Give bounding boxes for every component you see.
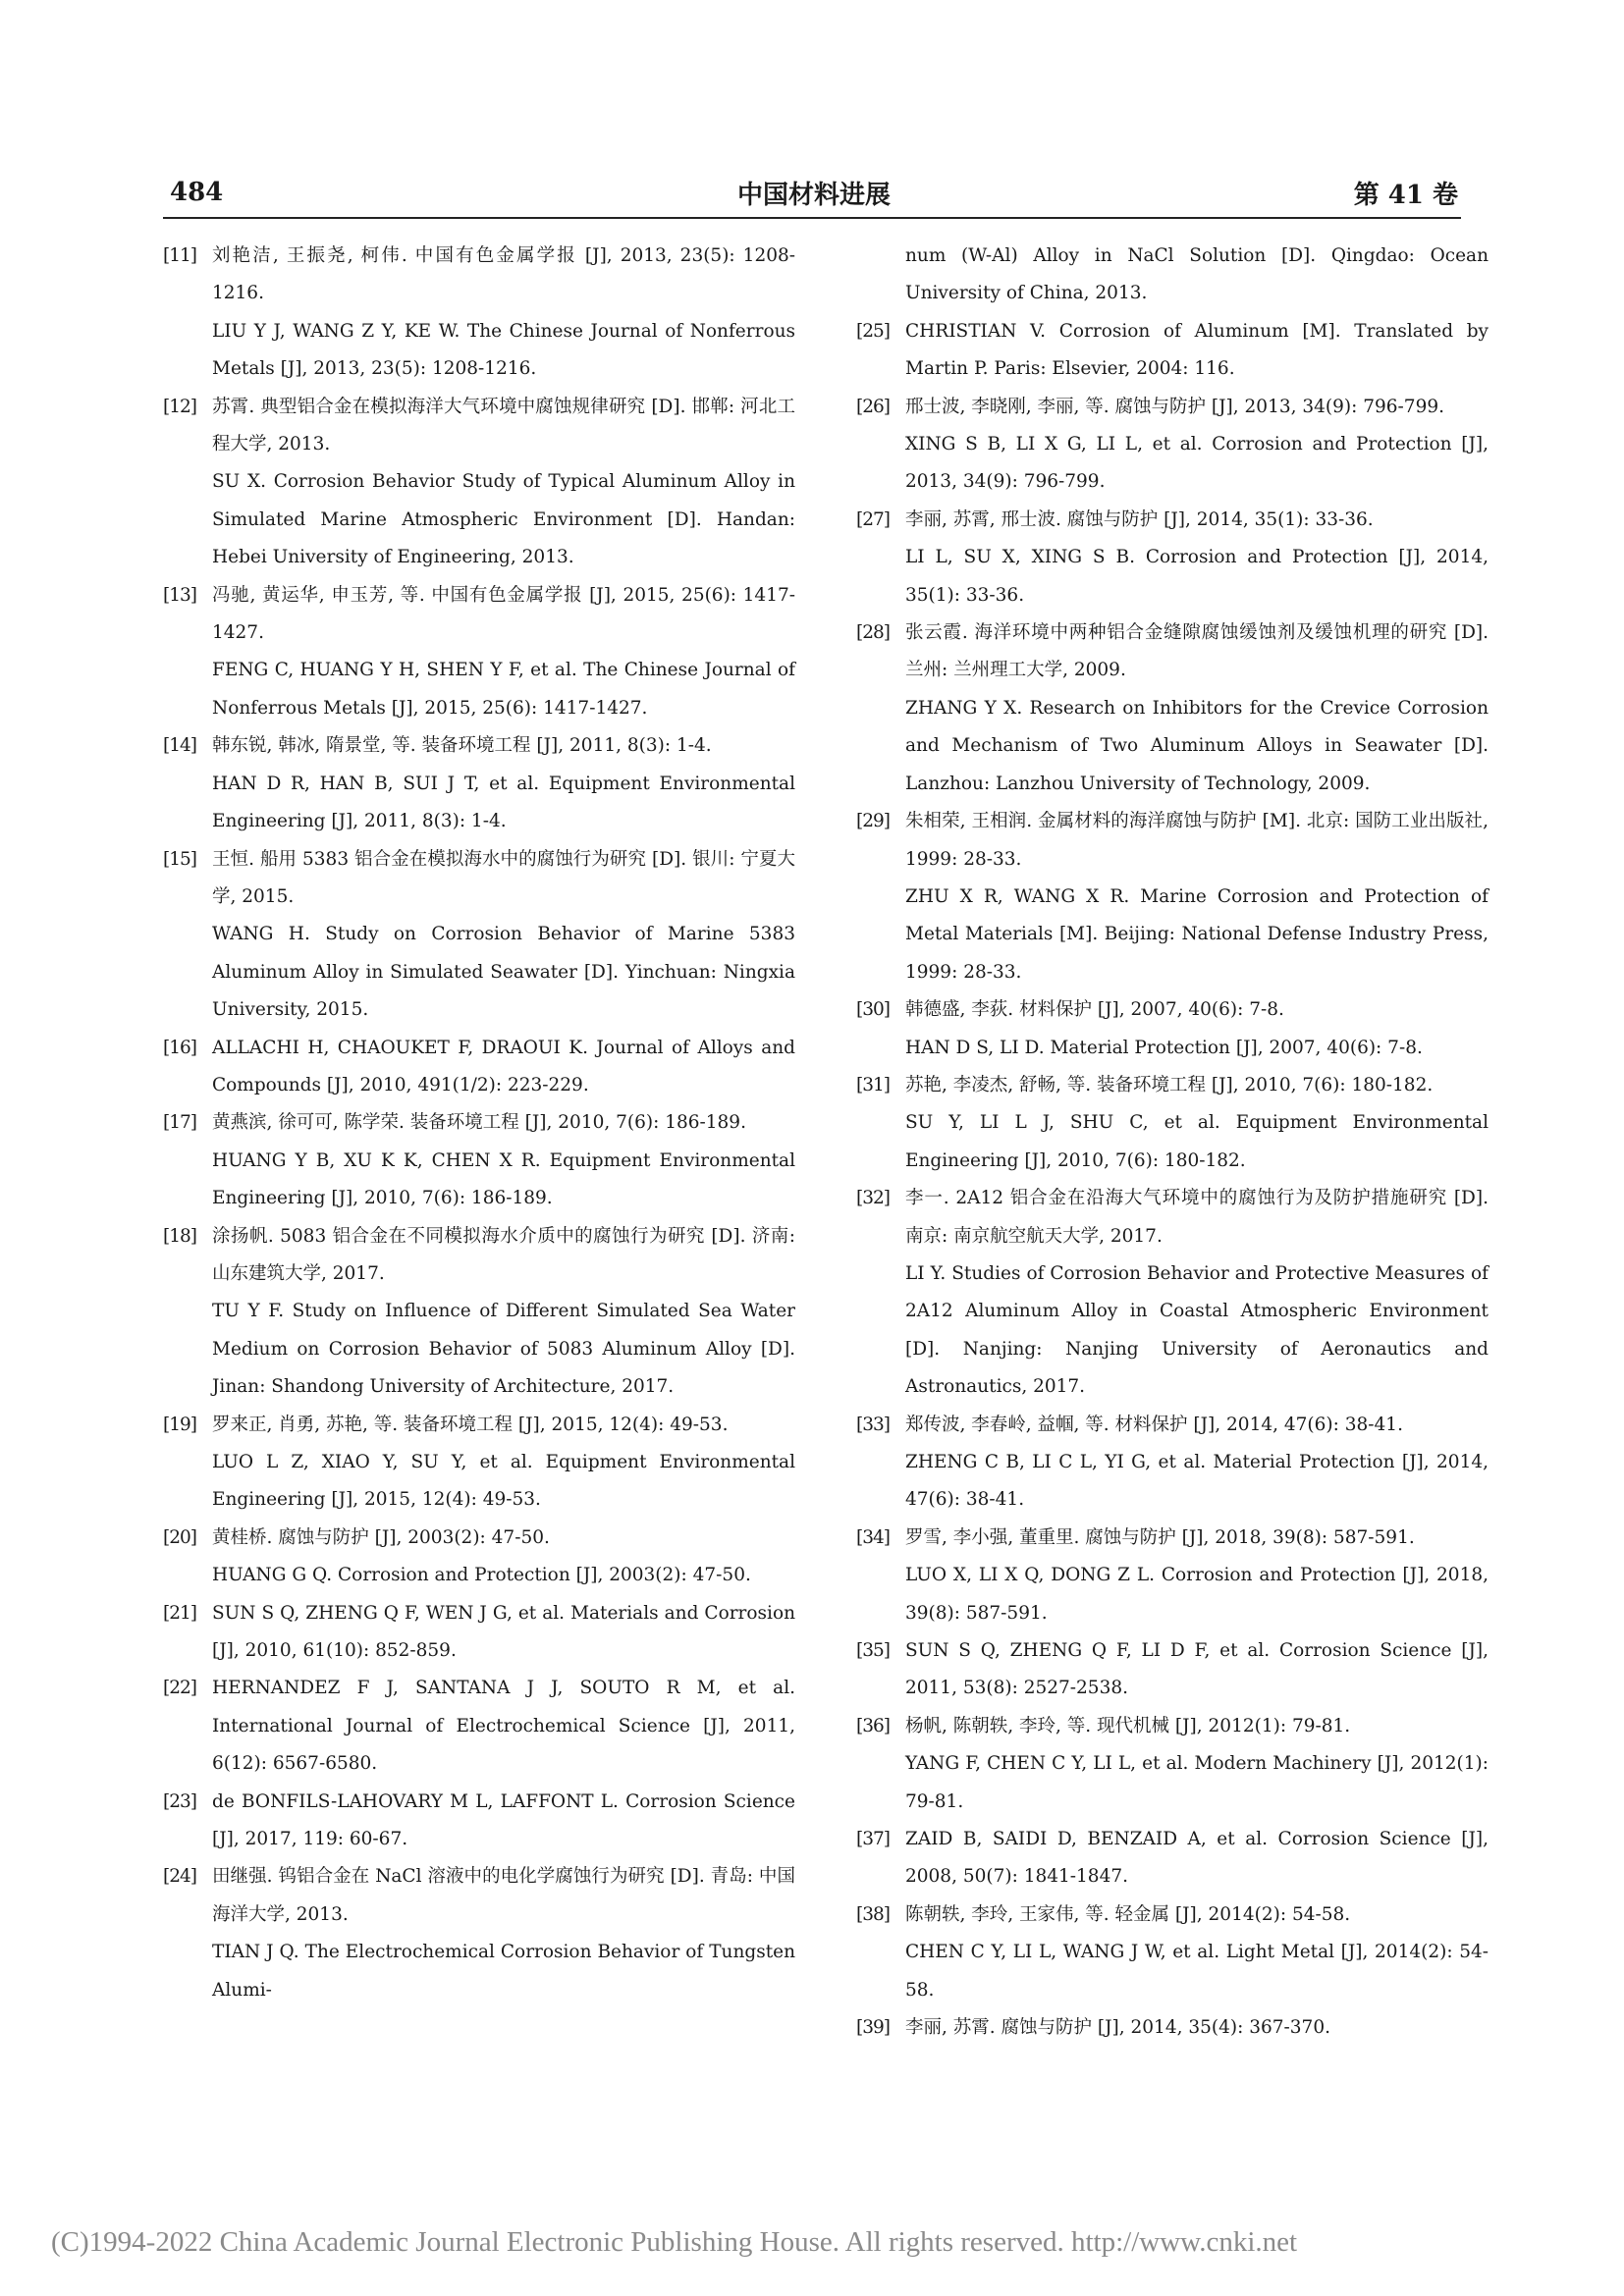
reference-number: [39]	[856, 2017, 890, 2039]
reference-body	[905, 991, 1489, 1067]
reference-body	[905, 2009, 1489, 2047]
reference-line: LIU Y J, WANG Z Y, KE W. The Chinese Journal of Nonferrous Metals [J], 2013, 23(5): 1208-1216.	[212, 320, 795, 380]
reference-line: SU X. Corrosion Behavior Study of Typical Aluminum Alloy in Simulated Marine Atmospheric Environment [D]. Handan: Hebei University of Engineering, 2013.	[212, 471, 795, 568]
reference-item	[163, 1218, 795, 1407]
reference-line: ZHENG C B, LI C L, YI G, et al. Material Protection [J], 2014, 47(6): 38-41.	[905, 1452, 1489, 1511]
reference-line: 黄桂桥. 腐蚀与防护 [J], 2003(2): 47-50.	[212, 1526, 550, 1548]
reference-number: [21]	[163, 1602, 196, 1624]
reference-body	[905, 1067, 1489, 1180]
reference-body	[212, 1218, 795, 1407]
reference-number: [25]	[856, 320, 890, 342]
reference-line: SUN S Q, ZHENG Q F, LI D F, et al. Corrosion Science [J], 2011, 53(8): 2527-2538.	[905, 1640, 1489, 1699]
reference-item	[856, 502, 1489, 614]
reference-line: de BONFILS-LAHOVARY M L, LAFFONT L. Corrosion Science [J], 2017, 119: 60-67.	[212, 1790, 795, 1850]
reference-number: [31]	[856, 1074, 890, 1095]
reference-line: 苏霄. 典型铝合金在模拟海洋大气环境中腐蚀规律研究 [D]. 邯郸: 河北工程大学, 2013.	[212, 396, 795, 455]
reference-line: 韩德盛, 李荻. 材料保护 [J], 2007, 40(6): 7-8.	[905, 999, 1284, 1021]
reference-body	[905, 1180, 1489, 1406]
reference-number: [37]	[856, 1829, 890, 1850]
reference-item	[856, 1708, 1489, 1821]
reference-item	[856, 1632, 1489, 1708]
reference-item	[856, 1821, 1489, 1896]
reference-body	[905, 313, 1489, 389]
reference-body	[212, 1104, 795, 1217]
reference-number: [14]	[163, 735, 196, 757]
reference-body	[212, 1030, 795, 1105]
reference-body	[905, 1632, 1489, 1708]
reference-line: 苏艳, 李凌杰, 舒畅, 等. 装备环境工程 [J], 2010, 7(6): 180-182.	[905, 1074, 1434, 1095]
reference-line: 黄燕滨, 徐可可, 陈学荣. 装备环境工程 [J], 2010, 7(6): 186-189.	[212, 1112, 746, 1134]
continued-reference: num (W-Al) Alloy in NaCl Solution [D]. Qingdao: Ocean University of China, 2013.	[905, 245, 1489, 304]
reference-line: HUANG Y B, XU K K, CHEN X R. Equipment Environmental Engineering [J], 2010, 7(6): 186-189.	[212, 1149, 795, 1209]
reference-line: FENG C, HUANG Y H, SHEN Y F, et al. The Chinese Journal of Nonferrous Metals [J], 2015, 25(6): 1417-1427.	[212, 660, 795, 719]
reference-line: 李一. 2A12 铝合金在沿海大气环境中的腐蚀行为及防护措施研究 [D]. 南京: 南京航空航天大学, 2017.	[905, 1188, 1489, 1247]
reference-line: 罗来正, 肖勇, 苏艳, 等. 装备环境工程 [J], 2015, 12(4): 49-53.	[212, 1414, 729, 1435]
reference-body	[905, 1896, 1489, 2009]
header-rule	[163, 217, 1461, 219]
reference-line: 刘艳洁, 王振尧, 柯伟. 中国有色金属学报 [J], 2013, 23(5): 1208-1216.	[212, 245, 795, 304]
reference-line: LI L, SU X, XING S B. Corrosion and Protection [J], 2014, 35(1): 33-36.	[905, 547, 1489, 606]
reference-body	[212, 1520, 795, 1595]
reference-line: 王恒. 船用 5383 铝合金在模拟海水中的腐蚀行为研究 [D]. 银川: 宁夏大学, 2015.	[212, 848, 795, 907]
journal-title: 中国材料进展	[736, 180, 891, 210]
reference-body	[905, 1520, 1489, 1632]
reference-body	[905, 1821, 1489, 1896]
reference-item	[163, 727, 795, 840]
reference-line: LUO L Z, XIAO Y, SU Y, et al. Equipment Environmental Engineering [J], 2015, 12(4): 49-53.	[212, 1452, 795, 1511]
reference-number: [36]	[856, 1715, 890, 1736]
reference-number: [20]	[163, 1526, 196, 1548]
reference-body	[212, 841, 795, 1030]
reference-item	[163, 1595, 795, 1671]
reference-number: [28]	[856, 622, 890, 644]
reference-line: CHEN C Y, LI L, WANG J W, et al. Light Metal [J], 2014(2): 54-58.	[905, 1942, 1489, 2001]
reference-item	[856, 2009, 1489, 2047]
reference-line: XING S B, LI X G, LI L, et al. Corrosion and Protection [J], 2013, 34(9): 796-799.	[905, 434, 1489, 493]
reference-body	[212, 1595, 795, 1671]
reference-item	[163, 1670, 795, 1783]
reference-line: 罗雪, 李小强, 董重里. 腐蚀与防护 [J], 2018, 39(8): 587-591.	[905, 1526, 1415, 1548]
reference-body	[905, 1407, 1489, 1520]
reference-item	[163, 577, 795, 728]
reference-line: SU Y, LI L J, SHU C, et al. Equipment Environmental Engineering [J], 2010, 7(6): 180-182.	[905, 1112, 1489, 1171]
reference-number: [27]	[856, 508, 890, 530]
reference-number: [13]	[163, 584, 196, 606]
reference-line: 郑传波, 李春岭, 益帼, 等. 材料保护 [J], 2014, 47(6): 38-41.	[905, 1414, 1403, 1435]
reference-number: [32]	[856, 1188, 890, 1209]
left-column	[163, 238, 795, 2009]
reference-line: 张云霞. 海洋环境中两种铝合金缝隙腐蚀缓蚀剂及缓蚀机理的研究 [D]. 兰州: 兰州理工大学, 2009.	[905, 622, 1489, 681]
reference-line: ALLACHI H, CHAOUKET F, DRAOUI K. Journal of Alloys and Compounds [J], 2010, 491(1/2): 223-229.	[212, 1037, 795, 1095]
reference-body	[212, 1407, 795, 1520]
reference-number: [16]	[163, 1037, 196, 1058]
reference-body	[212, 1670, 795, 1783]
reference-line: SUN S Q, ZHENG Q F, WEN J G, et al. Materials and Corrosion [J], 2010, 61(10): 852-859.	[212, 1602, 795, 1662]
reference-item	[856, 1180, 1489, 1406]
reference-number: [19]	[163, 1414, 196, 1435]
reference-number: [38]	[856, 1903, 890, 1925]
reference-item	[163, 1520, 795, 1595]
reference-number: [24]	[163, 1866, 196, 1888]
reference-item	[856, 389, 1489, 502]
reference-line: 邢士波, 李晓刚, 李丽, 等. 腐蚀与防护 [J], 2013, 34(9): 796-799.	[905, 396, 1444, 417]
reference-item	[163, 1858, 795, 2009]
reference-number: [15]	[163, 848, 196, 870]
reference-number: [34]	[856, 1526, 890, 1548]
reference-item	[856, 991, 1489, 1067]
reference-item	[856, 313, 1489, 389]
reference-line: HAN D R, HAN B, SUI J T, et al. Equipment Environmental Engineering [J], 2011, 8(3): 1-4.	[212, 773, 795, 832]
reference-item	[163, 389, 795, 577]
reference-line: TU Y F. Study on Influence of Different Simulated Sea Water Medium on Corrosion Behavior of 5083 Aluminum Alloy [D]. Jinan: Shandong University of Architecture, 2017.	[212, 1301, 795, 1398]
reference-number: [35]	[856, 1640, 890, 1662]
reference-number: [12]	[163, 396, 196, 417]
reference-line: 李丽, 苏霄, 邢士波. 腐蚀与防护 [J], 2014, 35(1): 33-36.	[905, 508, 1374, 530]
reference-item	[163, 238, 795, 389]
copyright-footer: (C)1994-2022 China Academic Journal Electronic Publishing House. All rights reserved. http://www.cnki.net	[51, 2226, 1298, 2258]
reference-number: [33]	[856, 1414, 890, 1435]
reference-body	[212, 238, 795, 389]
reference-item	[163, 1030, 795, 1105]
reference-line: TIAN J Q. The Electrochemical Corrosion Behavior of Tungsten Alumi-	[212, 1942, 795, 2001]
reference-body	[905, 389, 1489, 502]
reference-line: 涂扬帆. 5083 铝合金在不同模拟海水介质中的腐蚀行为研究 [D]. 济南: 山东建筑大学, 2017.	[212, 1225, 795, 1284]
reference-line: LI Y. Studies of Corrosion Behavior and Protective Measures of 2A12 Aluminum Alloy in Coastal Atmospheric Environment [D]. Nanjing: Nanjing University of Aeronautics and Astronautics, 2017.	[905, 1262, 1489, 1398]
reference-number: [11]	[163, 245, 196, 266]
reference-item	[856, 1520, 1489, 1632]
reference-line: CHRISTIAN V. Corrosion of Aluminum [M]. Translated by Martin P. Paris: Elsevier, 2004: 116.	[905, 320, 1489, 380]
reference-line: ZAID B, SAIDI D, BENZAID A, et al. Corrosion Science [J], 2008, 50(7): 1841-1847.	[905, 1829, 1489, 1888]
reference-body	[905, 614, 1489, 803]
reference-body	[212, 1784, 795, 1859]
reference-item	[163, 841, 795, 1030]
reference-body	[212, 389, 795, 577]
reference-number: [18]	[163, 1225, 196, 1247]
reference-item	[856, 1407, 1489, 1520]
reference-body	[212, 1858, 795, 2009]
reference-number: [30]	[856, 999, 890, 1021]
reference-item	[856, 614, 1489, 803]
right-reference-list	[856, 313, 1489, 2048]
reference-line: LUO X, LI X Q, DONG Z L. Corrosion and Protection [J], 2018, 39(8): 587-591.	[905, 1565, 1489, 1624]
reference-line: 田继强. 钨铝合金在 NaCl 溶液中的电化学腐蚀行为研究 [D]. 青岛: 中国海洋大学, 2013.	[212, 1866, 795, 1925]
reference-item	[163, 1784, 795, 1859]
right-column	[856, 238, 1489, 2048]
reference-item	[856, 1067, 1489, 1180]
reference-body	[212, 727, 795, 840]
reference-body	[905, 1708, 1489, 1821]
reference-number: [29]	[856, 811, 890, 832]
reference-number: [22]	[163, 1678, 196, 1699]
reference-number: [26]	[856, 396, 890, 417]
page-number: 484	[170, 178, 224, 207]
volume-label: 第 41 卷	[1353, 180, 1458, 210]
reference-item	[856, 803, 1489, 991]
reference-line: 杨帆, 陈朝轶, 李玲, 等. 现代机械 [J], 2012(1): 79-81.	[905, 1715, 1351, 1736]
reference-line: 韩东锐, 韩冰, 隋景堂, 等. 装备环境工程 [J], 2011, 8(3): 1-4.	[212, 735, 712, 757]
reference-line: HUANG G Q. Corrosion and Protection [J], 2003(2): 47-50.	[212, 1565, 751, 1586]
reference-line: WANG H. Study on Corrosion Behavior of Marine 5383 Aluminum Alloy in Simulated Seawater [D]. Yinchuan: Ningxia University, 2015.	[212, 924, 795, 1021]
reference-item	[163, 1104, 795, 1217]
reference-body	[905, 502, 1489, 614]
reference-line: 李丽, 苏霄. 腐蚀与防护 [J], 2014, 35(4): 367-370.	[905, 2017, 1330, 2039]
reference-line: HERNANDEZ F J, SANTANA J J, SOUTO R M, et al. International Journal of Electrochemical Science [J], 2011, 6(12): 6567-6580.	[212, 1678, 795, 1775]
reference-line: 朱相荣, 王相润. 金属材料的海洋腐蚀与防护 [M]. 北京: 国防工业出版社, 1999: 28-33.	[905, 811, 1489, 870]
reference-body	[905, 803, 1489, 991]
reference-line: YANG F, CHEN C Y, LI L, et al. Modern Machinery [J], 2012(1): 79-81.	[905, 1753, 1489, 1812]
reference-line: 冯驰, 黄运华, 申玉芳, 等. 中国有色金属学报 [J], 2015, 25(6): 1417-1427.	[212, 584, 795, 644]
page-header	[170, 173, 1458, 212]
reference-line: ZHU X R, WANG X R. Marine Corrosion and Protection of Metal Materials [M]. Beijing: National Defense Industry Press, 1999: 28-33.	[905, 885, 1489, 983]
reference-line: ZHANG Y X. Research on Inhibitors for the Crevice Corrosion and Mechanism of Two Aluminum Alloys in Seawater [D]. Lanzhou: Lanzhou University of Technology, 2009.	[905, 697, 1489, 794]
reference-number: [17]	[163, 1112, 196, 1134]
reference-line: HAN D S, LI D. Material Protection [J], 2007, 40(6): 7-8.	[905, 1037, 1423, 1058]
reference-line: 陈朝轶, 李玲, 王家伟, 等. 轻金属 [J], 2014(2): 54-58.	[905, 1903, 1351, 1925]
reference-number: [23]	[163, 1790, 196, 1812]
reference-item	[163, 1407, 795, 1520]
reference-body	[212, 577, 795, 728]
reference-item	[856, 1896, 1489, 2009]
